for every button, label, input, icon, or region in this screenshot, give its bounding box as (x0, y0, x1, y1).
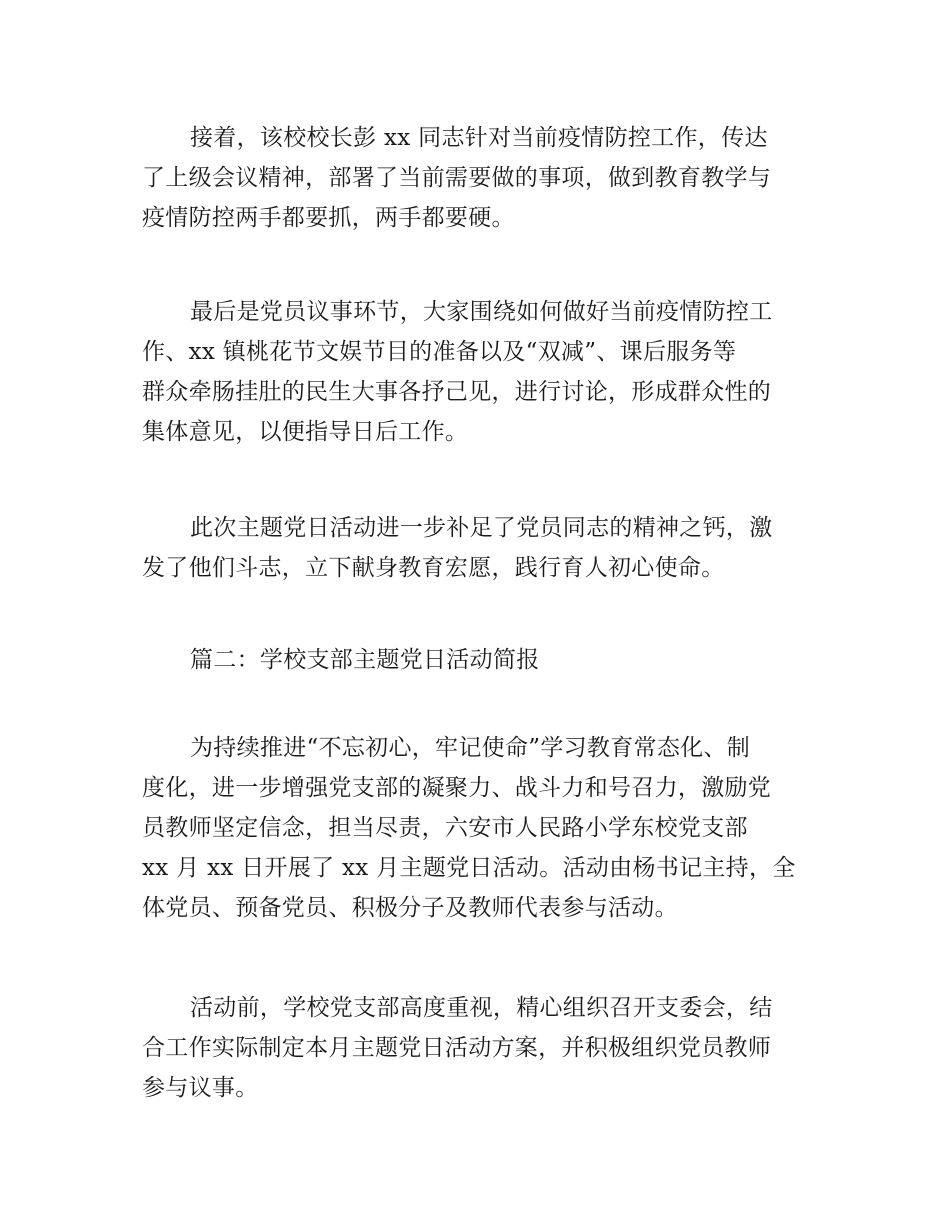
text-line: 度化，进一步增强党支部的凝聚力、战斗力和号召力，激励党 (142, 775, 772, 801)
paragraph-event-intro (142, 728, 812, 928)
text-line: 参与议事。 (142, 1075, 259, 1101)
paragraph-principal-briefing (142, 118, 812, 238)
text-line: 篇二：学校支部主题党日活动简报 (190, 647, 540, 673)
text-line: 合工作实际制定本月主题党日活动方案，并积极组织党员教师 (142, 1035, 772, 1061)
text-line: 员教师坚定信念，担当尽责，六安市人民路小学东校党支部 (142, 815, 748, 841)
text-line: 作、xx 镇桃花节文娱节目的准备以及“双减”、课后服务等 (142, 339, 737, 365)
text-line: 群众牵肠挂肚的民生大事各抒己见，进行讨论，形成群众性的 (142, 379, 772, 405)
text-line: 疫情防控两手都要抓，两手都要硬。 (142, 205, 515, 231)
section-heading (142, 640, 812, 680)
paragraph-preparation (142, 988, 812, 1108)
paragraph-member-discussion (142, 292, 812, 452)
text-line: 最后是党员议事环节，大家围绕如何做好当前疫情防控工 (190, 299, 773, 325)
text-line: 活动前，学校党支部高度重视，精心组织召开支委会，结 (190, 995, 773, 1021)
text-line: 体党员、预备党员、积极分子及教师代表参与活动。 (142, 895, 678, 921)
text-line: xx 月 xx 日开展了 xx 月主题党日活动。活动由杨书记主持，全 (142, 855, 796, 881)
text-line: 接着，该校校长彭 xx 同志针对当前疫情防控工作，传达 (190, 125, 768, 151)
text-line: 为持续推进“不忘初心，牢记使命”学习教育常态化、制 (190, 735, 751, 761)
text-line: 发了他们斗志，立下献身教育宏愿，践行育人初心使命。 (142, 555, 725, 581)
text-line: 集体意见，以便指导日后工作。 (142, 419, 469, 445)
paragraph-activity-summary (142, 508, 812, 588)
text-line: 了上级会议精神，部署了当前需要做的事项，做到教育教学与 (142, 165, 772, 191)
text-line: 此次主题党日活动进一步补足了党员同志的精神之钙，激 (190, 515, 773, 541)
